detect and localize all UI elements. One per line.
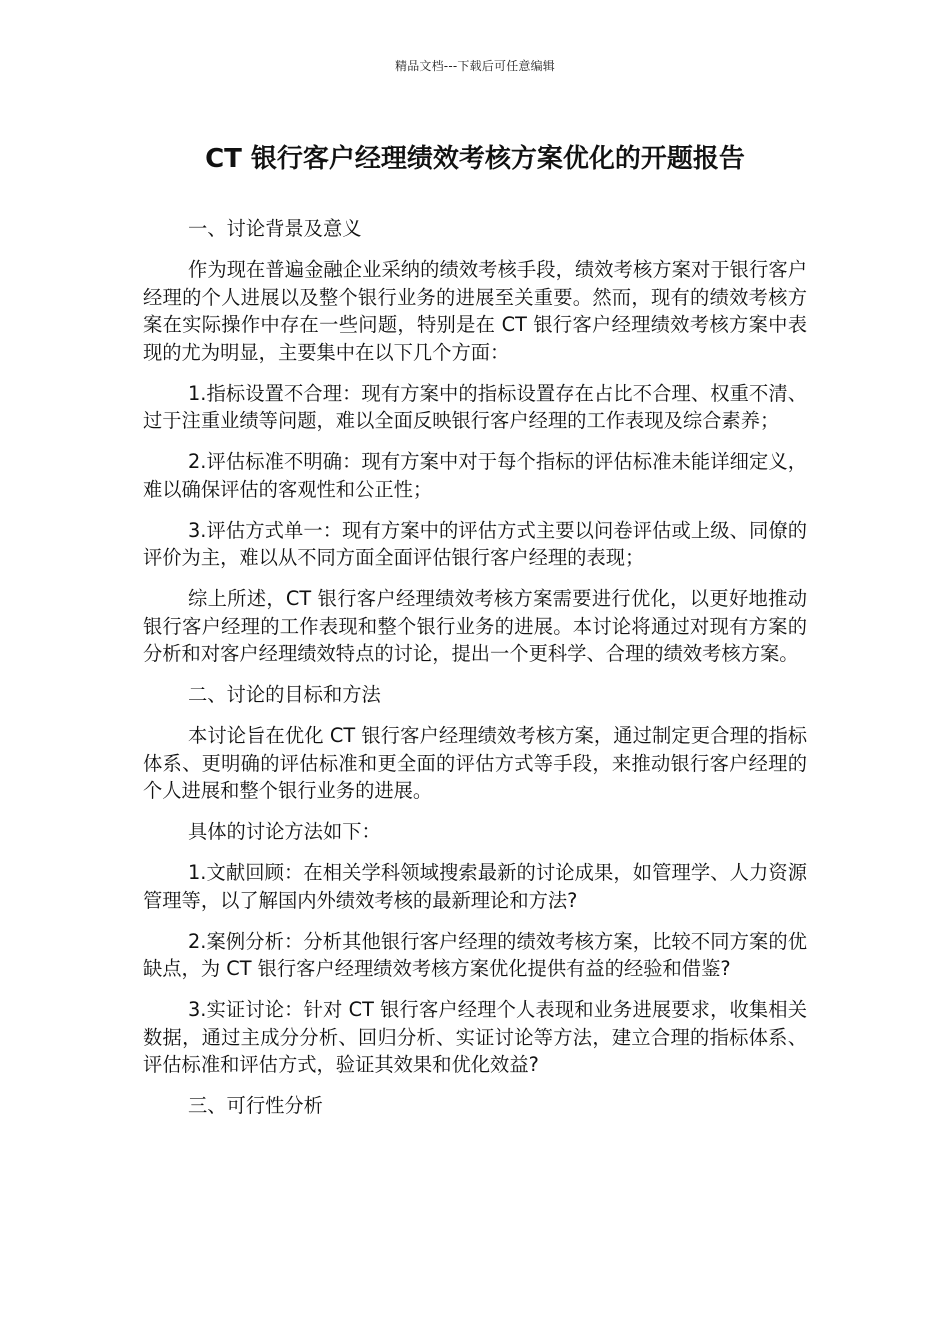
paragraph-method-1: 1.文献回顾：在相关学科领域搜索最新的讨论成果，如管理学、人力资源管理等，以了解国内外绩效考核的最新理论和方法?	[143, 861, 807, 912]
paragraph-issue-3: 3.评估方式单一：现有方案中的评估方式主要以问卷评估或上级、同僚的评价为主，难以从不同方面全面评估银行客户经理的表现；	[143, 518, 807, 569]
paragraph-issue-2: 2.评估标准不明确：现有方案中对于每个指标的评估标准未能详细定义，难以确保评估的客观性和公正性；	[143, 450, 807, 501]
section-heading-background: 一、讨论背景及意义	[188, 217, 362, 240]
document-title: CT 银行客户经理绩效考核方案优化的开题报告	[205, 144, 745, 174]
paragraph-issue-1: 1.指标设置不合理：现有方案中的指标设置存在占比不合理、权重不清、过于注重业绩等问题，难以全面反映银行客户经理的工作表现及综合素养；	[143, 381, 807, 432]
section-heading-goals: 二、讨论的目标和方法	[188, 683, 381, 706]
header-note: 精品文档---下载后可任意编辑	[395, 59, 555, 73]
paragraph-intro: 作为现在普遍金融企业采纳的绩效考核手段，绩效考核方案对于银行客户经理的个人进展以及整个银行业务的进展至关重要。然而，现有的绩效考核方案在实际操作中存在一些问题，特别是在 CT 银行客户经理绩效考核方案中表现的尤为明显，主要集中在以下几个方面：	[143, 258, 807, 364]
paragraph-method-2: 2.案例分析：分析其他银行客户经理的绩效考核方案，比较不同方案的优缺点，为 CT 银行客户经理绩效考核方案优化提供有益的经验和借鉴?	[143, 929, 807, 980]
paragraph-methods-intro: 具体的讨论方法如下：	[188, 820, 381, 843]
paragraph-summary: 综上所述，CT 银行客户经理绩效考核方案需要进行优化，以更好地推动银行客户经理的工作表现和整个银行业务的进展。本讨论将通过对现有方案的分析和对客户经理绩效特点的讨论，提出一个更科学、合理的绩效考核方案。	[143, 587, 807, 665]
section-heading-feasibility: 三、可行性分析	[188, 1094, 323, 1117]
paragraph-method-3: 3.实证讨论：针对 CT 银行客户经理个人表现和业务进展要求，收集相关数据，通过主成分分析、回归分析、实证讨论等方法，建立合理的指标体系、评估标准和评估方式，验证其效果和优化效益?	[143, 998, 807, 1076]
document-body	[143, 215, 807, 1133]
paragraph-goal: 本讨论旨在优化 CT 银行客户经理绩效考核方案，通过制定更合理的指标体系、更明确的评估标准和更全面的评估方式等手段，来推动银行客户经理的个人进展和整个银行业务的进展。	[143, 724, 807, 802]
